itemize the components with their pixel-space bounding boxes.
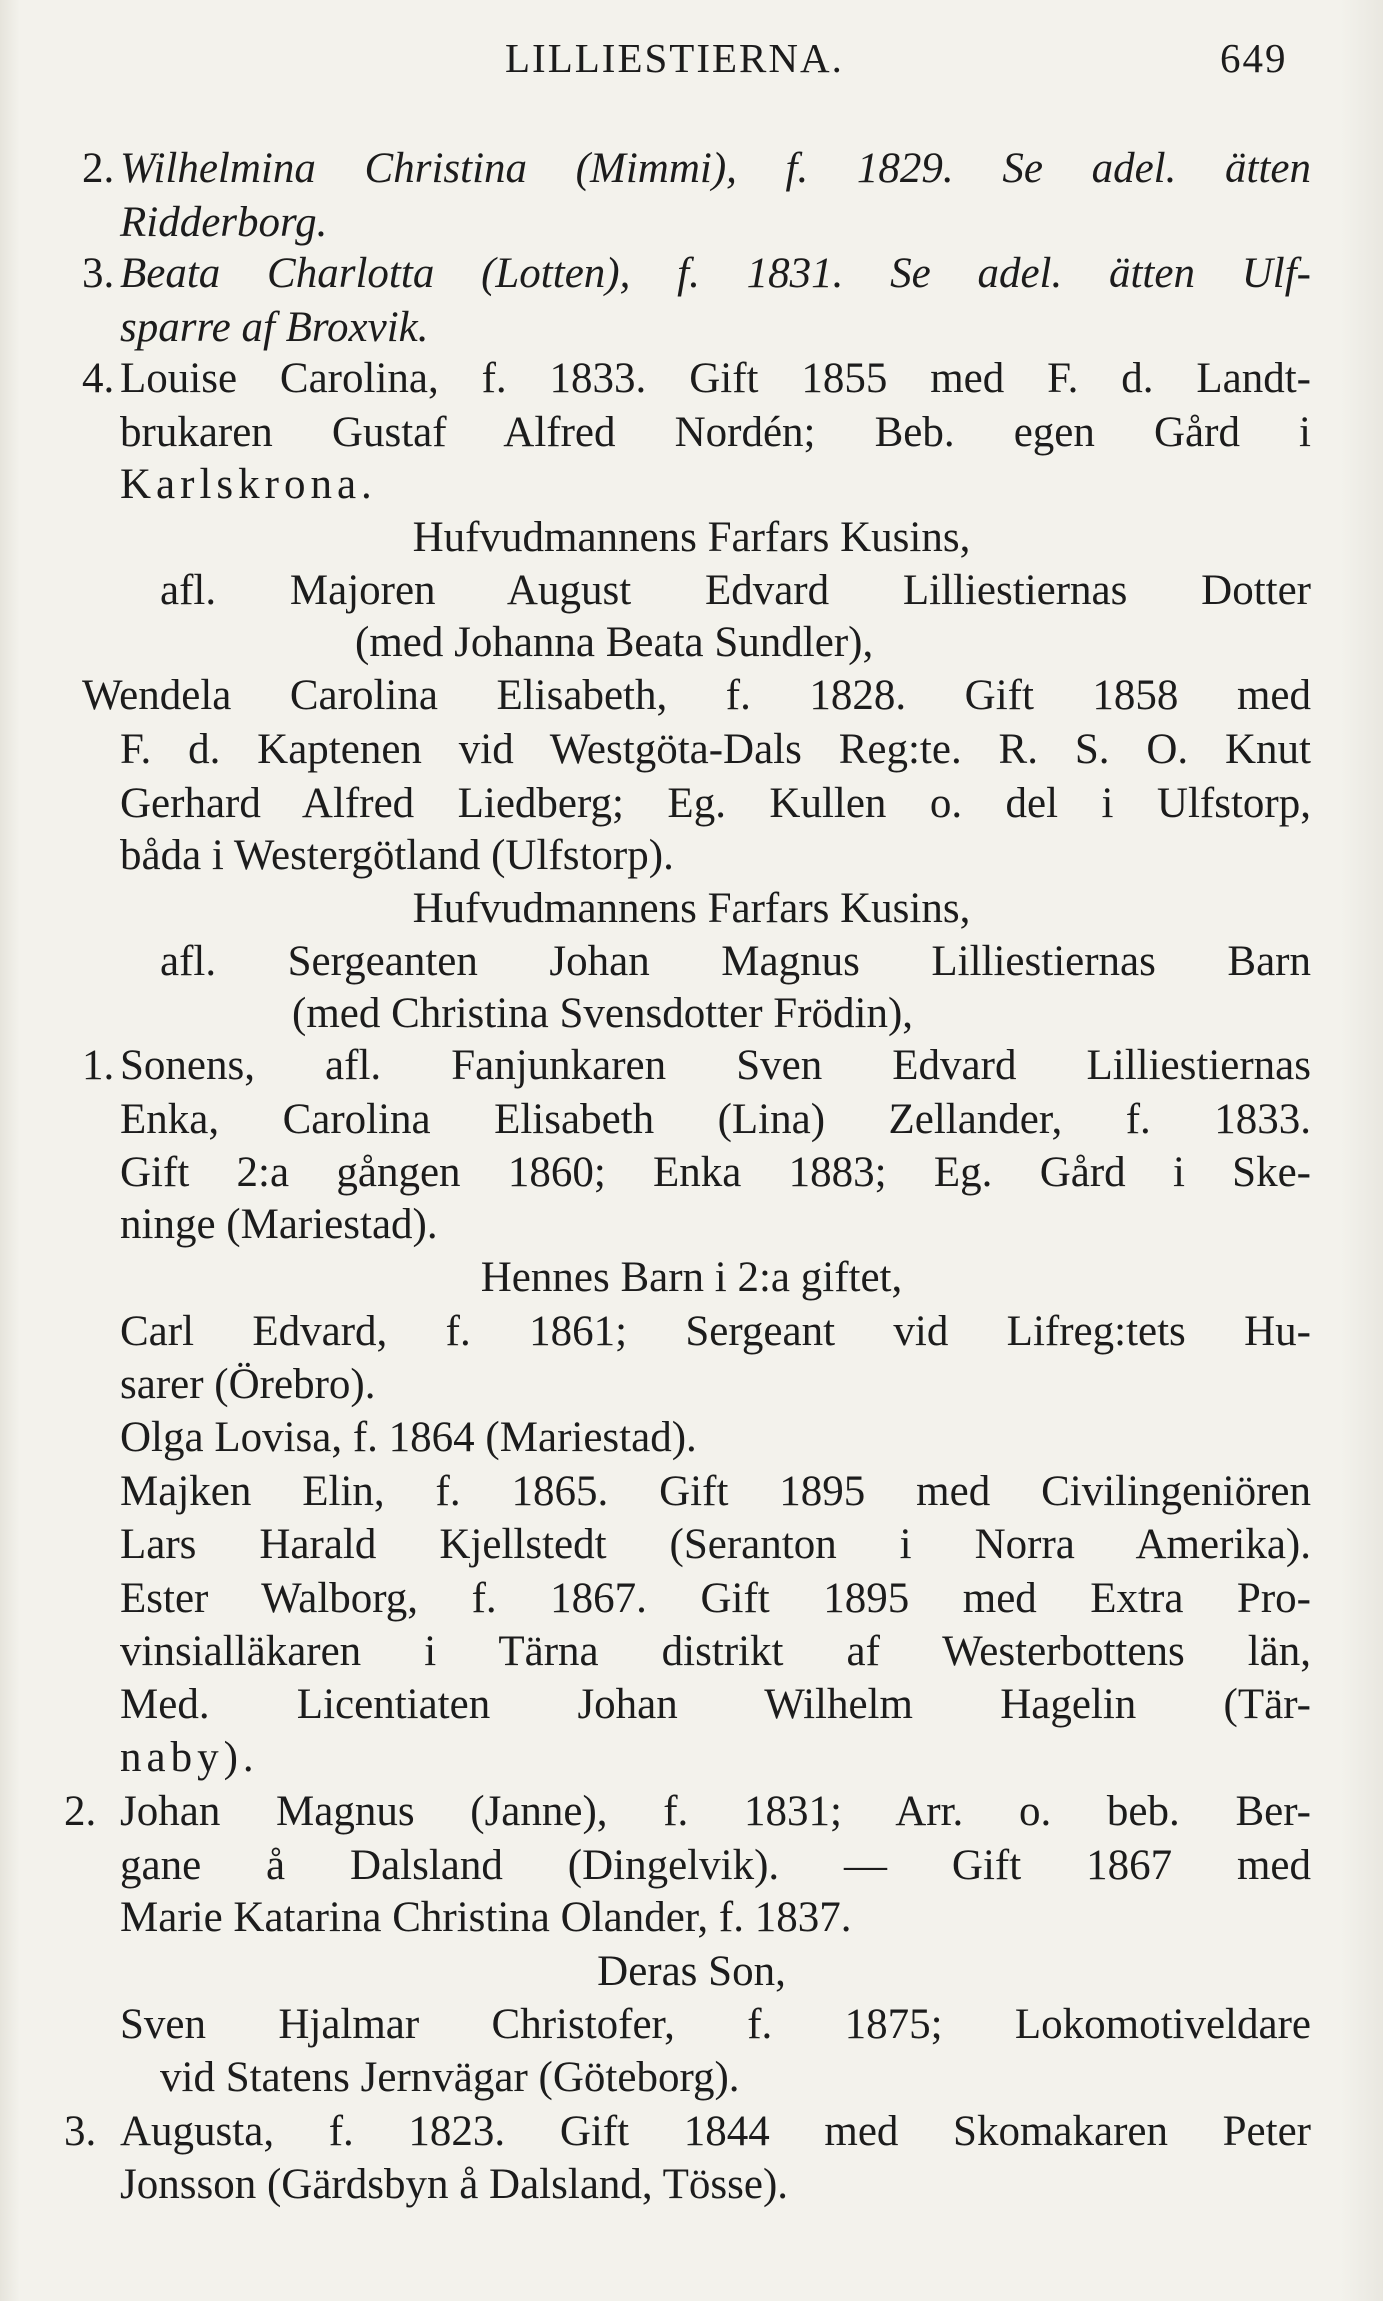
page-number: 649	[1220, 35, 1288, 81]
text-line: Ridderborg.	[120, 199, 328, 246]
text-line: vinsialläkaren i Tärna distrikt af Westerbottens län,	[120, 1628, 1311, 1675]
section-subheading: afl. Sergeanten Johan Magnus Lilliestiernas Barn	[160, 938, 1311, 985]
son-heading: Deras Son,	[597, 1948, 786, 1995]
text-line: F. d. Kaptenen vid Westgöta-Dals Reg:te. R. S. O. Knut	[120, 726, 1311, 773]
text-line: Louise Carolina, f. 1833. Gift 1855 med F. d. Landt-	[120, 355, 1311, 402]
section-heading: Hufvudmannens Farfars Kusins,	[412, 514, 971, 561]
text-line: Wilhelmina Christina (Mimmi), f. 1829. Se adel. ätten	[120, 145, 1311, 192]
entry-number: 1.	[82, 1042, 115, 1089]
text-line: gane å Dalsland (Dingelvik). — Gift 1867 med	[120, 1842, 1311, 1889]
text-line: Sven Hjalmar Christofer, f. 1875; Lokomotiveldare	[120, 2001, 1311, 2048]
section-subheading: (med Johanna Beata Sundler),	[355, 619, 874, 666]
entry-number: 3.	[64, 2108, 97, 2155]
text-line: Sonens, afl. Fanjunkaren Sven Edvard Lilliestiernas	[120, 1042, 1311, 1089]
text-line: vid Statens Jernvägar (Göteborg).	[160, 2054, 740, 2101]
text-line: naby).	[120, 1734, 259, 1781]
text-line: Wendela Carolina Elisabeth, f. 1828. Gift 1858 med	[82, 672, 1311, 719]
text-line: båda i Westergötland (Ulfstorp).	[120, 832, 674, 879]
text-line: sparre af Broxvik.	[120, 304, 429, 351]
text-line: Johan Magnus (Janne), f. 1831; Arr. o. beb. Ber-	[120, 1788, 1311, 1835]
text-line: Gift 2:a gången 1860; Enka 1883; Eg. Gård i Ske-	[120, 1149, 1311, 1196]
text-line: Enka, Carolina Elisabeth (Lina) Zellander, f. 1833.	[120, 1096, 1311, 1143]
text-line: Augusta, f. 1823. Gift 1844 med Skomakaren Peter	[120, 2108, 1311, 2155]
section-subheading: afl. Majoren August Edvard Lilliestiernas Dotter	[160, 567, 1311, 614]
entry-number: 3.	[82, 250, 115, 297]
text-line: Majken Elin, f. 1865. Gift 1895 med Civilingeniören	[120, 1468, 1311, 1515]
text-line: brukaren Gustaf Alfred Nordén; Beb. egen Gård i	[120, 409, 1311, 456]
text-line: Carl Edvard, f. 1861; Sergeant vid Lifreg:tets Hu-	[120, 1308, 1311, 1355]
text-line: Gerhard Alfred Liedberg; Eg. Kullen o. del i Ulfstorp,	[120, 780, 1311, 827]
text-line: Lars Harald Kjellstedt (Seranton i Norra Amerika).	[120, 1521, 1311, 1568]
entry-number: 2.	[64, 1788, 97, 1835]
text-line: Karlskrona.	[120, 461, 377, 508]
text-line: Med. Licentiaten Johan Wilhelm Hagelin (Tär-	[120, 1681, 1311, 1728]
text-line: Ester Walborg, f. 1867. Gift 1895 med Extra Pro-	[120, 1575, 1311, 1622]
text-line: Marie Katarina Christina Olander, f. 1837.	[120, 1894, 852, 1941]
text-line: ninge (Mariestad).	[120, 1201, 438, 1248]
text-line: sarer (Örebro).	[120, 1361, 376, 1408]
text-line: Beata Charlotta (Lotten), f. 1831. Se adel. ätten Ulf-	[120, 250, 1311, 297]
children-heading: Hennes Barn i 2:a giftet,	[480, 1254, 903, 1301]
text-line: Jonsson (Gärdsbyn å Dalsland, Tösse).	[120, 2161, 789, 2208]
text-line: Olga Lovisa, f. 1864 (Mariestad).	[120, 1414, 697, 1461]
section-heading: Hufvudmannens Farfars Kusins,	[412, 885, 971, 932]
entry-number: 2.	[82, 145, 115, 192]
section-subheading: (med Christina Svensdotter Frödin),	[292, 990, 914, 1037]
running-header: LILLIESTIERNA.	[505, 35, 844, 81]
entry-number: 4.	[82, 355, 115, 402]
